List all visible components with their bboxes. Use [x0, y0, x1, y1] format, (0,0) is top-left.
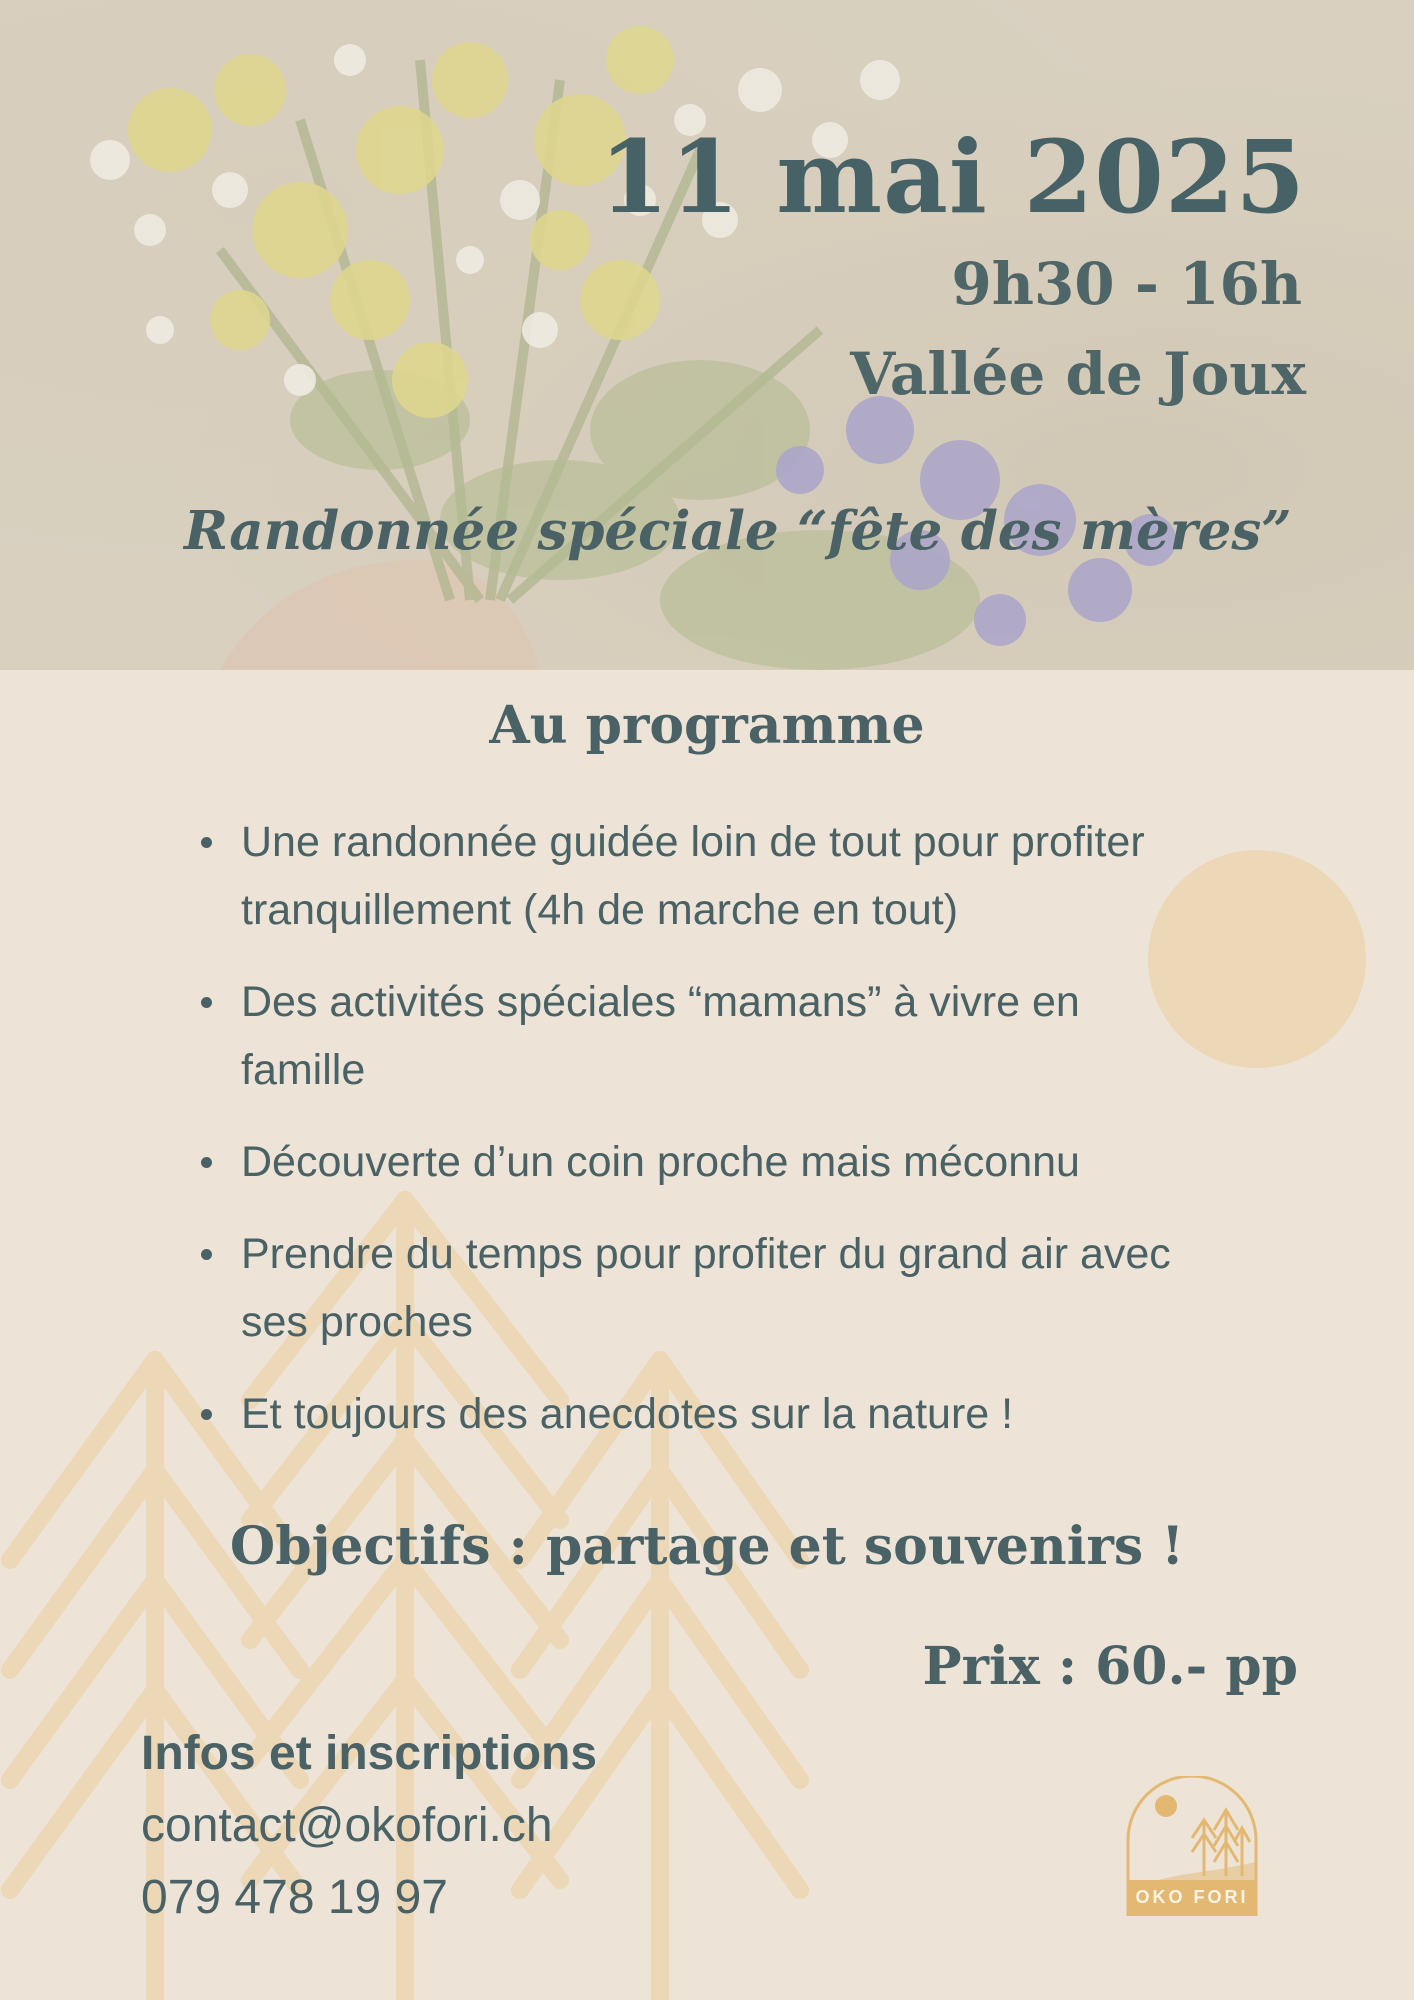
contact-phone[interactable]: 079 478 19 97 [141, 1871, 448, 1924]
price-label: Prix : 60.- pp [922, 1636, 1298, 1697]
list-item: Une randonnée guidée loin de tout pour profiter tranquillement (4h de marche en tout) [195, 808, 1251, 944]
event-location: Vallée de Joux [850, 340, 1306, 408]
event-tagline: Randonnée spéciale “fête des mères” [184, 500, 1292, 562]
list-item: Découverte d’un coin proche mais méconnu [195, 1128, 1255, 1196]
list-item: Et toujours des anecdotes sur la nature ! [195, 1380, 1255, 1448]
hero-photo [0, 0, 1414, 670]
list-item: Des activités spéciales “mamans” à vivre en famille [195, 968, 1171, 1104]
program-title: Au programme [489, 695, 925, 756]
event-time: 9h30 - 16h [951, 250, 1302, 318]
logo-text: OKO FORI [1135, 1887, 1249, 1907]
contact-title: Infos et inscriptions [141, 1727, 598, 1780]
event-date: 11 mai 2025 [599, 118, 1306, 236]
oko-fori-logo [1126, 1776, 1258, 1916]
contact-email-link[interactable]: contact@okofori.ch [141, 1799, 553, 1852]
objectives-heading: Objectifs : partage et souvenirs ! [229, 1516, 1185, 1577]
list-item: Prendre du temps pour profiter du grand air avec ses proches [195, 1220, 1201, 1356]
wildflower-bouquet-image [0, 0, 1414, 670]
contact-block [141, 1718, 597, 1934]
program-list [195, 808, 1255, 1472]
